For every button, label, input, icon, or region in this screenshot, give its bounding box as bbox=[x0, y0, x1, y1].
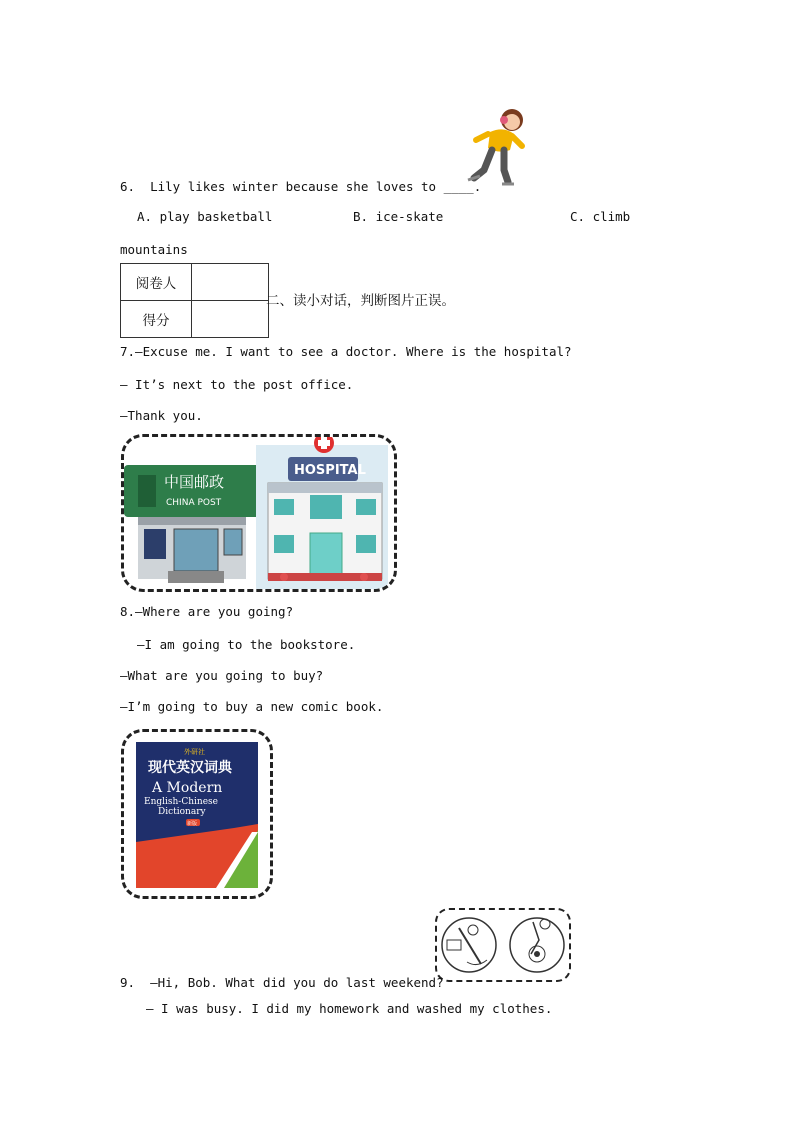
q8-line-4: —I’m going to buy a new comic book. bbox=[120, 699, 384, 714]
q7-picture-frame bbox=[121, 434, 397, 592]
book-title-en-2: English-Chinese bbox=[144, 797, 218, 807]
score-table bbox=[120, 263, 269, 338]
post-sign-en: CHINA POST bbox=[166, 498, 222, 508]
q7-line-3: —Thank you. bbox=[120, 408, 203, 423]
q8-line-1: 8.—Where are you going? bbox=[120, 604, 294, 619]
q8-picture-frame bbox=[121, 729, 273, 899]
ice-skater-image bbox=[460, 104, 532, 190]
section-2-title: 二、读小对话，判断图片正误。 bbox=[266, 293, 455, 309]
q7-line-2: — It’s next to the post office. bbox=[120, 377, 354, 392]
q8-line-2: —I am going to the bookstore. bbox=[137, 637, 356, 652]
score-cell bbox=[192, 301, 269, 338]
weekend-activities-image bbox=[437, 910, 569, 980]
hospital-sign: HOSPITAL bbox=[294, 463, 366, 478]
question-6: 6. Lily likes winter because she loves to ____. bbox=[120, 179, 482, 194]
option-a: A. play basketball bbox=[137, 209, 273, 224]
q9-line-2: — I was busy. I did my homework and washed my clothes. bbox=[146, 1001, 553, 1016]
book-title-en-1: A Modern bbox=[152, 780, 223, 796]
q9-line-1: 9. —Hi, Bob. What did you do last weekend? bbox=[120, 975, 444, 990]
dictionary-book-image bbox=[124, 732, 270, 896]
reviewer-cell bbox=[192, 264, 269, 301]
book-badge: 新版 bbox=[187, 821, 198, 827]
score-label: 得分 bbox=[121, 301, 192, 338]
reviewer-label: 阅卷人 bbox=[121, 264, 192, 301]
q9-picture-frame bbox=[435, 908, 571, 982]
post-sign-cn: 中国邮政 bbox=[164, 473, 225, 491]
option-c-continued: mountains bbox=[120, 242, 188, 257]
post-office-and-hospital-image bbox=[124, 437, 394, 589]
q8-line-3: —What are you going to buy? bbox=[120, 668, 324, 683]
book-title-en-3: Dictionary bbox=[158, 807, 206, 817]
q7-line-1: 7.—Excuse me. I want to see a doctor. Where is the hospital? bbox=[120, 344, 572, 359]
book-publisher: 外研社 bbox=[184, 748, 205, 756]
option-c: C. climb bbox=[570, 209, 631, 224]
book-title-cn: 现代英汉词典 bbox=[148, 760, 232, 776]
option-b: B. ice-skate bbox=[353, 209, 444, 224]
